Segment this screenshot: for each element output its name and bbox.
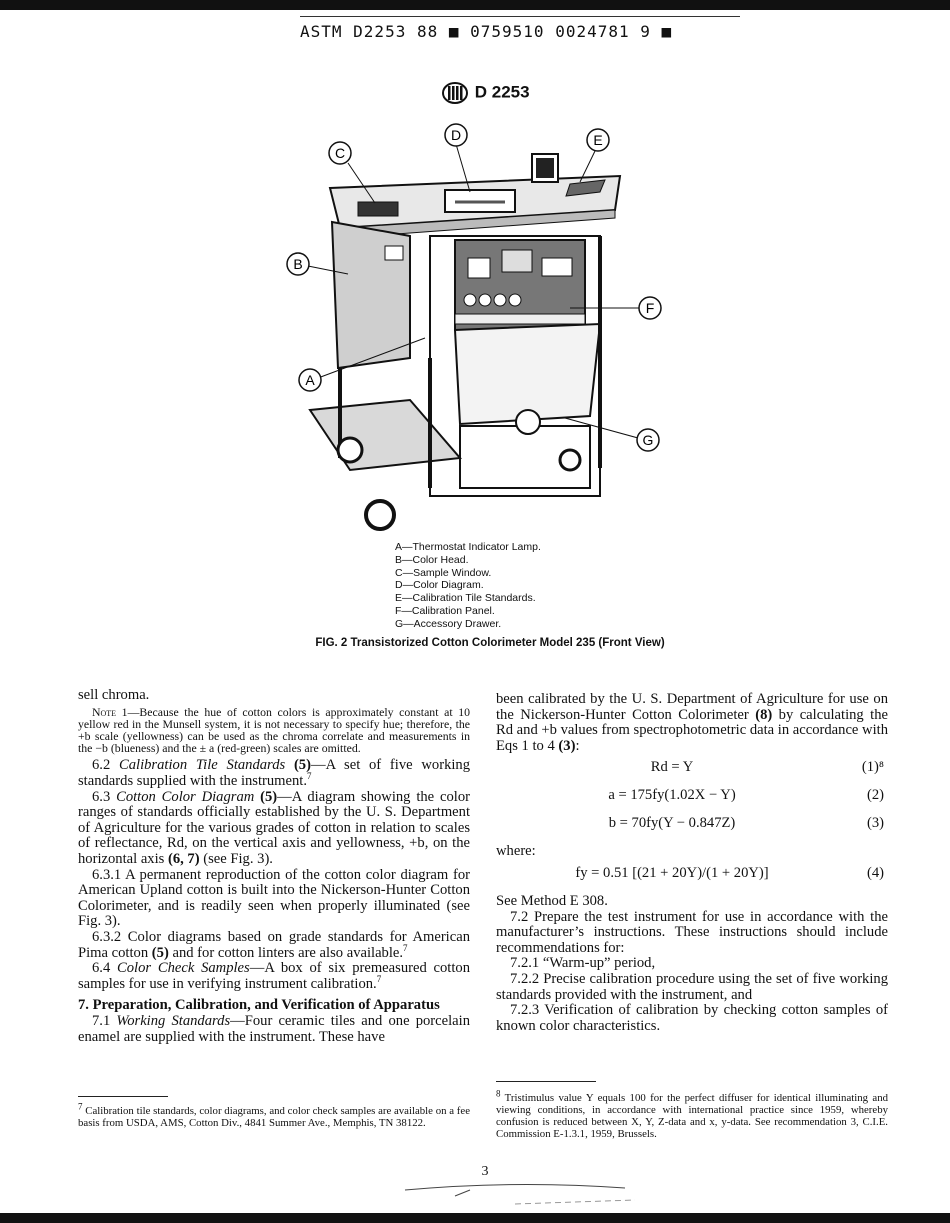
paragraph-6-3 xyxy=(78,790,470,868)
paragraph-text: 6.3.2 Color diagrams based on grade standards for American Pima cotton xyxy=(78,928,470,961)
component-2 xyxy=(502,250,532,272)
legend-item: A—Thermostat Indicator Lamp. xyxy=(395,541,541,553)
calibration-tile xyxy=(536,158,554,178)
dial-3 xyxy=(494,294,506,306)
equation-4 xyxy=(496,866,888,888)
section-title: Color Check Samples xyxy=(117,960,250,977)
section-7-heading: 7. Preparation, Calibration, and Verification of Apparatus xyxy=(78,997,440,1014)
figure-caption: FIG. 2 Transistorized Cotton Colorimeter Model 235 (Front View) xyxy=(315,637,665,649)
paragraph-continuation xyxy=(496,692,888,754)
section-number: 6.3 xyxy=(92,788,117,805)
component-1 xyxy=(468,258,490,278)
scan-header-code: ASTM D2253 88 ■ 0759510 0024781 9 ■ xyxy=(300,22,673,41)
callout-a-label: A xyxy=(305,372,315,388)
note-label: Note 1 xyxy=(92,704,128,719)
section-number: 7.1 xyxy=(92,1012,117,1029)
paragraph-text: —A diagram showing the color ranges of standards officially established by the U. S. Department of Agriculture for the various grades of cotton in relation to scales of reflectance, Rd, on the vertical axis and yellowness, +b, on the horizontal axis xyxy=(78,788,470,867)
equation-2 xyxy=(496,788,888,810)
document-id xyxy=(440,82,580,106)
callout-d-label: D xyxy=(450,127,462,143)
drawer-handle xyxy=(516,410,540,434)
footnote-text: Tristimulus value Y equals 100 for the perfect diffuser for identical illuminating and viewing conditions, in accordance with international practice since 1959, whereby confusion is reduced between X, Y, Z-data and x, y-data. See recommendation 3, C.I.E. Commission E-1.3.1, 1959, Brussels. xyxy=(496,1092,888,1140)
paragraph-text: : xyxy=(575,737,580,754)
figure-legend xyxy=(395,541,695,631)
paragraph-7-1 xyxy=(78,1014,470,1045)
lower-shelf xyxy=(310,400,460,470)
where-label: where: xyxy=(496,843,536,860)
dial-1 xyxy=(464,294,476,306)
note-1 xyxy=(78,706,470,755)
callout-c-label: C xyxy=(334,145,346,161)
document-id-text: D 2253 xyxy=(474,82,530,102)
equation-1 xyxy=(496,760,888,782)
legend-item: E—Calibration Tile Standards. xyxy=(395,592,536,605)
colorimeter-figure xyxy=(270,118,690,538)
reference: (3) xyxy=(554,737,576,754)
equation-expression: b = 70fy(Y − 0.847Z) xyxy=(608,815,736,832)
astm-logo-icon xyxy=(440,82,470,104)
note-text: —Because the hue of cotton colors is approximately constant at 10 yellow red in the Munsell system, it is not necessary to specify hue; therefore, the +b scale (yellowness) can be used as the chroma correlate and measurements in the −b (blueness) and the ± a (red-green) scales are omitted. xyxy=(78,704,471,756)
paragraph-text: by calculating the Rd and +b values from spectrophotometric data in accordance with Eqs 1 to 4 xyxy=(496,706,888,754)
footnote-7 xyxy=(78,1101,470,1129)
scan-artifact-mark xyxy=(395,1178,645,1208)
legend-item: F—Calibration Panel. xyxy=(395,604,495,617)
dial-4 xyxy=(509,294,521,306)
reference: (8) xyxy=(748,706,773,723)
footnote-marker: 8 xyxy=(496,1088,501,1099)
hinged-door xyxy=(455,324,600,424)
paragraph-6-2 xyxy=(78,758,470,789)
section-title: Working Standards xyxy=(116,1012,231,1029)
callout-e-label: E xyxy=(593,132,603,148)
paragraph-6-3-1: 6.3.1 A permanent reproduction of the cotton color diagram for American Upland cotton is built into the Nickerson-Hunter Cotton Colorimeter, and is readily seen when properly illuminated (see Fig. 3). xyxy=(78,866,470,930)
paragraph-text: been calibrated by the U. S. Department of Agriculture for use on the Nickerson-Hunter Cotton Colorimeter xyxy=(496,691,888,723)
paragraph-7-2-3: 7.2.3 Verification of calibration by checking cotton samples of known color characteristics. xyxy=(496,1002,888,1034)
component-3 xyxy=(542,258,572,276)
legend-item: C—Sample Window. xyxy=(395,566,492,579)
scan-bottom-border xyxy=(0,1213,950,1223)
equation-number: (4) xyxy=(866,864,884,881)
footnote-rule xyxy=(496,1081,596,1082)
equation-expression: fy = 0.51 [(21 + 20Y)/(1 + 20Y)] xyxy=(575,864,769,881)
callout-f-label: F xyxy=(645,300,655,316)
scan-top-border xyxy=(0,0,950,10)
equation-number: (3) xyxy=(866,815,884,832)
equation-number: (1)⁸ xyxy=(861,759,884,776)
vent-grille xyxy=(385,246,403,260)
color-head-cabinet xyxy=(332,222,410,368)
scan-line xyxy=(300,16,740,17)
right-column xyxy=(496,692,888,1034)
see-method: See Method E 308. xyxy=(496,892,608,909)
paragraph-text: and for cotton linters are also available. xyxy=(168,944,404,961)
paragraph-text: (see Fig. 3). xyxy=(199,850,273,867)
footnote-rule xyxy=(78,1096,168,1097)
equation-number: (2) xyxy=(866,787,884,804)
page-number: 3 xyxy=(481,1164,489,1179)
section-title: Calibration Tile Standards xyxy=(119,757,286,774)
reference: (6, 7) xyxy=(164,850,200,867)
paragraph-6-4 xyxy=(78,961,470,992)
wheel-2 xyxy=(366,501,394,529)
scan-stroke xyxy=(405,1184,625,1190)
paragraph-7-2-1: 7.2.1 “Warm-up” period, xyxy=(510,955,656,972)
paragraph-7-2-2: 7.2.2 Precise calibration procedure using the set of five working standards provided with the instrument, and xyxy=(496,970,888,1003)
reference: (5) xyxy=(148,944,169,961)
footnote-ref: 7 xyxy=(307,771,312,782)
footnote-marker: 7 xyxy=(78,1101,83,1112)
equation-3 xyxy=(496,816,888,838)
legend-item: D—Color Diagram. xyxy=(395,579,484,592)
dial-2 xyxy=(479,294,491,306)
sample-window xyxy=(358,202,398,216)
legend-item: B—Color Head. xyxy=(395,553,469,566)
scan-stroke xyxy=(515,1200,635,1204)
callout-b-label: B xyxy=(293,256,303,272)
reference: (5) xyxy=(254,788,278,805)
equation-expression: a = 175fy(1.02X − Y) xyxy=(608,787,736,804)
reference: (5) xyxy=(285,757,311,774)
footnote-ref: 7 xyxy=(376,973,382,984)
legend-item: G—Accessory Drawer. xyxy=(395,617,502,630)
footnote-ref: 7 xyxy=(403,942,408,953)
section-number: 6.4 xyxy=(92,960,118,977)
paragraph-continuation: sell chroma. xyxy=(78,687,150,703)
section-number: 6.2 xyxy=(92,757,119,774)
wheel-1 xyxy=(338,438,362,462)
equation-expression: Rd = Y xyxy=(650,759,694,776)
paragraph-7-2: 7.2 Prepare the test instrument for use in accordance with the manufacturer’s instructions. These instructions should include recommendations for: xyxy=(496,908,888,956)
paragraph-6-3-2 xyxy=(78,930,470,961)
paragraph-text: —A set of five working standards supplied with the instrument. xyxy=(78,757,471,789)
scan-stroke xyxy=(455,1190,470,1196)
paragraph-text: —A box of six premeasured cotton samples for use in verifying instrument calibration. xyxy=(78,960,470,992)
footnote-8 xyxy=(496,1088,888,1140)
section-title: Cotton Color Diagram xyxy=(116,788,255,805)
wheel-3 xyxy=(560,450,580,470)
left-column xyxy=(78,688,470,1045)
footnote-text: Calibration tile standards, color diagrams, and color check samples are available on a fee basis from USDA, AMS, Cotton Div., 4841 Summer Ave., Memphis, TN 38122. xyxy=(78,1105,470,1129)
callout-g-label: G xyxy=(642,432,654,448)
calibration-panel-strip xyxy=(455,314,585,324)
paragraph-text: —Four ceramic tiles and one porcelain enamel are supplied with the instrument. These have xyxy=(78,1012,470,1045)
